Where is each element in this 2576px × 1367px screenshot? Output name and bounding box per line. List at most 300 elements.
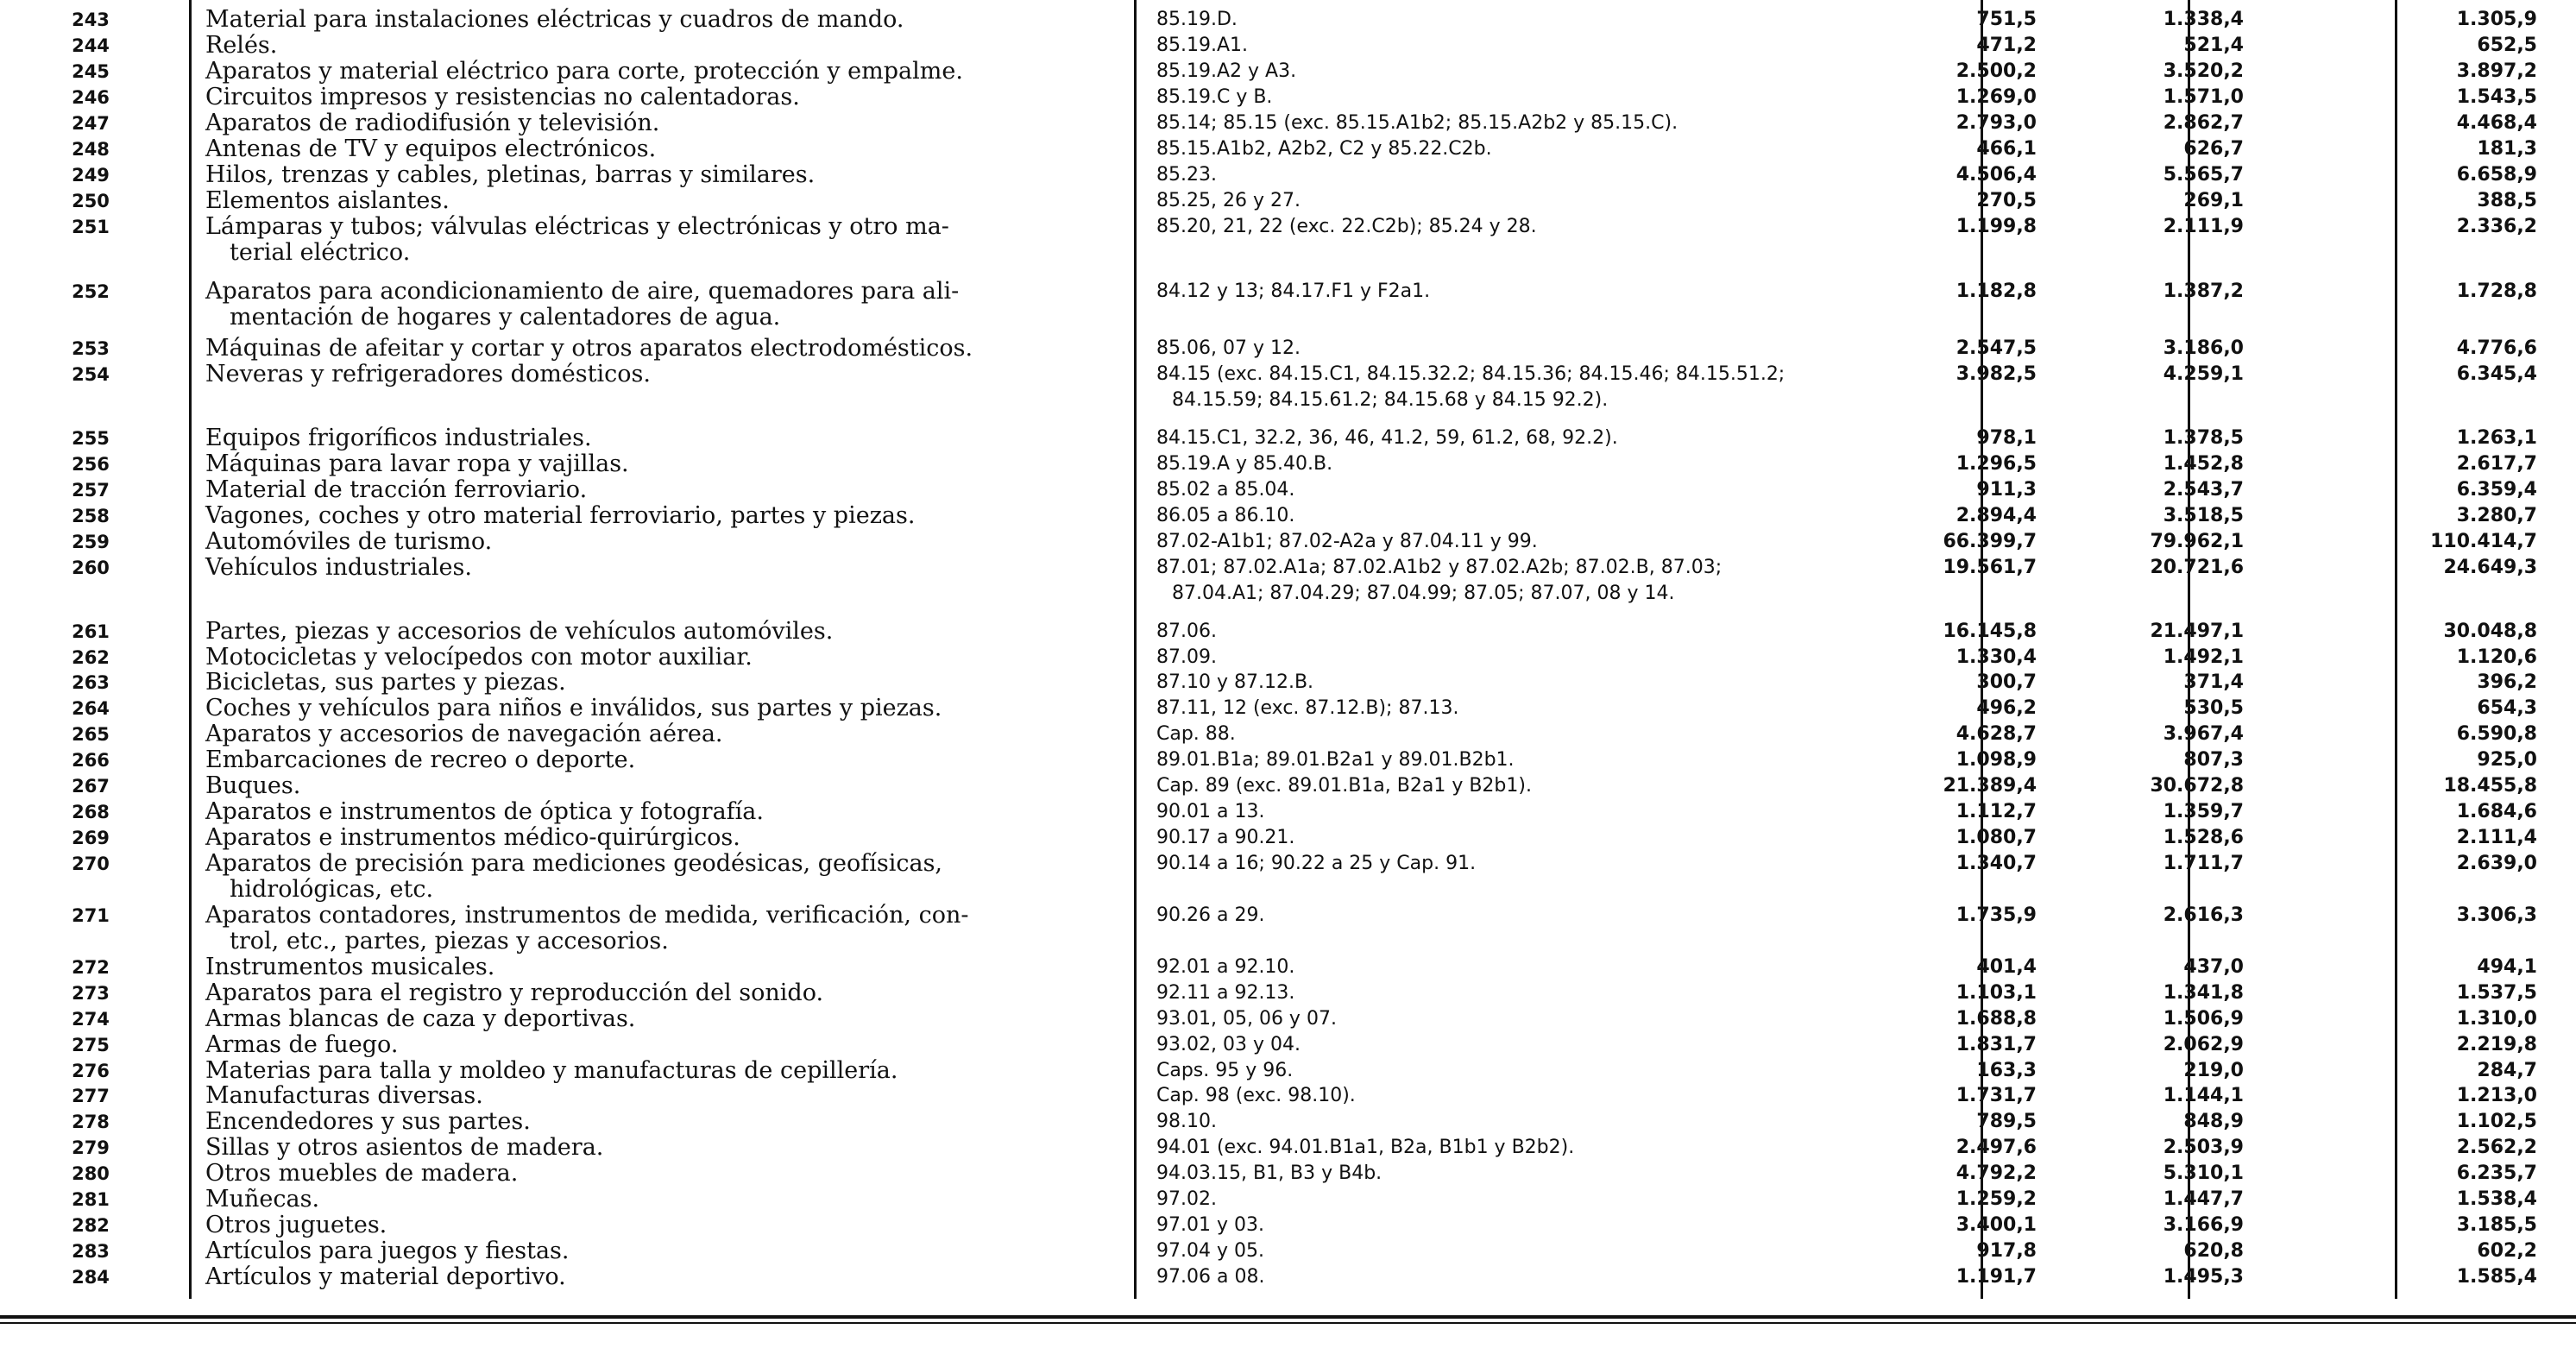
item-description — [205, 799, 1129, 825]
value-v1: 1.098,9 — [1956, 749, 2037, 771]
description-line: Bicicletas, sus partes y piezas. — [205, 669, 566, 696]
description-line: Motocicletas y velocípedos con motor auxiliar. — [205, 644, 753, 671]
item-number: 274 — [72, 1009, 110, 1030]
value-v1: 1.112,7 — [1956, 801, 2037, 822]
codes-line: Cap. 89 (exc. 89.01.B1a, B2a1 y B2b1). — [1156, 775, 1532, 797]
value-v3: 24.649,3 — [2443, 557, 2537, 578]
codes-line: 93.01, 05, 06 y 07. — [1156, 1008, 1337, 1030]
item-number: 284 — [72, 1267, 110, 1288]
value-v1: 2.500,2 — [1956, 60, 2037, 82]
tariff-codes — [1156, 1058, 1959, 1084]
value-v2: 269,1 — [2183, 190, 2244, 211]
codes-line: 97.02. — [1156, 1188, 1217, 1210]
value-v1: 66.399,7 — [1943, 531, 2037, 552]
tariff-codes — [1156, 1032, 1959, 1058]
value-v3: 4.776,6 — [2456, 337, 2537, 359]
value-v3: 6.590,8 — [2456, 723, 2537, 745]
description-line: Armas de fuego. — [205, 1031, 399, 1058]
value-v1: 1.296,5 — [1956, 453, 2037, 475]
item-description — [205, 529, 1129, 555]
item-description — [205, 1161, 1129, 1187]
codes-line: 87.11, 12 (exc. 87.12.B); 87.13. — [1156, 697, 1459, 719]
item-description — [205, 425, 1129, 451]
tariff-codes — [1156, 670, 1959, 696]
value-v3: 1.120,6 — [2456, 646, 2537, 668]
item-description — [205, 721, 1129, 747]
value-v3: 1.684,6 — [2456, 801, 2537, 822]
tariff-codes — [1156, 619, 1959, 645]
codes-line: 90.26 a 29. — [1156, 904, 1265, 926]
description-line: Material de tracción ferroviario. — [205, 476, 588, 503]
codes-line: 87.10 y 87.12.B. — [1156, 671, 1314, 693]
value-v3: 18.455,8 — [2443, 775, 2537, 797]
description-line: Aparatos para acondicionamiento de aire, quemadores para ali- — [205, 278, 960, 305]
tariff-codes — [1156, 773, 1959, 799]
item-number: 255 — [72, 428, 110, 449]
value-v3: 6.235,7 — [2456, 1162, 2537, 1184]
value-v3: 1.310,0 — [2456, 1008, 2537, 1030]
description-line: Otros juguetes. — [205, 1212, 387, 1238]
tariff-codes — [1156, 903, 1959, 929]
value-v3: 388,5 — [2477, 190, 2537, 211]
description-line: Sillas y otros asientos de madera. — [205, 1134, 604, 1161]
description-line: Aparatos y accesorios de navegación aérea. — [205, 721, 723, 747]
item-description — [205, 980, 1129, 1006]
value-v2: 1.341,8 — [2163, 982, 2244, 1004]
item-number: 271 — [72, 905, 110, 926]
value-v1: 163,3 — [1976, 1060, 2037, 1081]
value-v3: 30.048,8 — [2443, 621, 2537, 642]
description-line: Embarcaciones de recreo o deporte. — [205, 746, 636, 773]
value-v1: 4.628,7 — [1956, 723, 2037, 745]
tariff-codes — [1156, 188, 1959, 214]
item-description — [205, 747, 1129, 773]
item-description — [205, 1006, 1129, 1032]
item-description — [205, 451, 1129, 477]
description-line: Relés. — [205, 32, 278, 59]
item-number: 278 — [72, 1112, 110, 1132]
item-number: 245 — [72, 61, 110, 82]
tariff-codes — [1156, 33, 1959, 59]
codes-line: 85.25, 26 y 27. — [1156, 190, 1301, 211]
value-v2: 1.144,1 — [2163, 1085, 2244, 1106]
codes-line: 87.02-A1b1; 87.02-A2a y 87.04.11 y 99. — [1156, 531, 1538, 552]
value-v2: 2.111,9 — [2163, 216, 2244, 237]
value-v3: 3.185,5 — [2456, 1214, 2537, 1236]
value-v1: 16.145,8 — [1943, 621, 2037, 642]
tariff-codes — [1156, 1213, 1959, 1238]
item-number: 263 — [72, 672, 110, 693]
value-v2: 2.062,9 — [2163, 1034, 2244, 1055]
value-v2: 21.497,1 — [2150, 621, 2244, 642]
value-v2: 4.259,1 — [2163, 363, 2244, 385]
value-v3: 2.639,0 — [2456, 853, 2537, 874]
description-line: Material para instalaciones eléctricas y cuadros de mando. — [205, 6, 904, 33]
item-number: 249 — [72, 165, 110, 186]
description-line: Aparatos para el registro y reproducción del sonido. — [205, 980, 824, 1006]
value-v2: 2.543,7 — [2163, 479, 2244, 501]
value-v1: 1.080,7 — [1956, 827, 2037, 848]
value-v2: 1.506,9 — [2163, 1008, 2244, 1030]
codes-line: 89.01.B1a; 89.01.B2a1 y 89.01.B2b1. — [1156, 749, 1515, 771]
description-line: Aparatos contadores, instrumentos de medida, verificación, con- — [205, 902, 969, 929]
tariff-codes — [1156, 214, 1959, 240]
tariff-codes — [1156, 851, 1959, 877]
value-v1: 1.259,2 — [1956, 1188, 2037, 1210]
item-description — [205, 7, 1129, 33]
tariff-codes — [1156, 529, 1959, 555]
description-line: mentación de hogares y calentadores de agua. — [230, 304, 781, 331]
item-number: 268 — [72, 802, 110, 822]
item-number: 280 — [72, 1163, 110, 1184]
item-description — [205, 954, 1129, 980]
value-v3: 494,1 — [2477, 956, 2537, 978]
codes-line: 90.01 a 13. — [1156, 801, 1265, 822]
description-line: Materias para talla y moldeo y manufacturas de cepillería. — [205, 1057, 898, 1084]
codes-line: 97.01 y 03. — [1156, 1214, 1264, 1236]
item-description — [205, 85, 1129, 110]
item-number: 279 — [72, 1137, 110, 1158]
description-line: Aparatos e instrumentos de óptica y fotografía. — [205, 798, 764, 825]
tariff-codes — [1156, 336, 1959, 362]
codes-line: 98.10. — [1156, 1111, 1217, 1132]
description-line: Muñecas. — [205, 1186, 320, 1213]
value-v1: 1.688,8 — [1956, 1008, 2037, 1030]
codes-line: 92.11 a 92.13. — [1156, 982, 1295, 1004]
value-v2: 3.186,0 — [2163, 337, 2244, 359]
tariff-codes — [1156, 1006, 1959, 1032]
item-number: 248 — [72, 139, 110, 160]
item-number: 269 — [72, 828, 110, 848]
item-number: 243 — [72, 9, 110, 30]
value-v1: 917,8 — [1976, 1240, 2037, 1262]
value-v1: 3.400,1 — [1956, 1214, 2037, 1236]
tariff-codes — [1156, 85, 1959, 110]
tariff-codes — [1156, 59, 1959, 85]
codes-line: 90.14 a 16; 90.22 a 25 y Cap. 91. — [1156, 853, 1477, 874]
value-v1: 751,5 — [1976, 9, 2037, 30]
description-line: Neveras y refrigeradores domésticos. — [205, 361, 651, 387]
value-v2: 1.387,2 — [2163, 280, 2244, 302]
value-v2: 521,4 — [2183, 35, 2244, 56]
item-description — [205, 619, 1129, 645]
tariff-codes — [1156, 1187, 1959, 1213]
item-number: 252 — [72, 281, 110, 302]
item-description — [205, 825, 1129, 851]
value-v3: 1.263,1 — [2456, 427, 2537, 449]
value-v2: 1.495,3 — [2163, 1266, 2244, 1288]
codes-line: 85.20, 21, 22 (exc. 22.C2b); 85.24 y 28. — [1156, 216, 1537, 237]
value-v1: 4.792,2 — [1956, 1162, 2037, 1184]
description-line: Aparatos e instrumentos médico-quirúrgicos. — [205, 824, 740, 851]
item-description — [205, 362, 1129, 387]
value-v3: 1.538,4 — [2456, 1188, 2537, 1210]
value-v2: 219,0 — [2183, 1060, 2244, 1081]
codes-line: 85.19.C y B. — [1156, 86, 1273, 108]
item-number: 254 — [72, 364, 110, 385]
value-v2: 1.452,8 — [2163, 453, 2244, 475]
description-line: Aparatos y material eléctrico para corte, protección y empalme. — [205, 58, 963, 85]
value-v2: 3.520,2 — [2163, 60, 2244, 82]
value-v2: 1.338,4 — [2163, 9, 2244, 30]
value-v2: 1.571,0 — [2163, 86, 2244, 108]
item-description — [205, 1187, 1129, 1213]
value-v1: 1.735,9 — [1956, 904, 2037, 926]
value-v1: 1.340,7 — [1956, 853, 2037, 874]
tariff-codes — [1156, 721, 1959, 747]
value-v1: 4.506,4 — [1956, 164, 2037, 186]
codes-line: 85.02 a 85.04. — [1156, 479, 1295, 501]
codes-line: 84.15.C1, 32.2, 36, 46, 41.2, 59, 61.2, 68, 92.2). — [1156, 427, 1618, 449]
value-v2: 2.616,3 — [2163, 904, 2244, 926]
description-line: Circuitos impresos y resistencias no calentadoras. — [205, 84, 800, 110]
value-v3: 2.617,7 — [2456, 453, 2537, 475]
item-description — [205, 188, 1129, 214]
item-number: 277 — [72, 1086, 110, 1106]
codes-line: 85.15.A1b2, A2b2, C2 y 85.22.C2b. — [1156, 138, 1492, 160]
description-line: Equipos frigoríficos industriales. — [205, 425, 592, 451]
description-line: Coches y vehículos para niños e inválidos, sus partes y piezas. — [205, 695, 942, 721]
codes-line: Cap. 98 (exc. 98.10). — [1156, 1085, 1356, 1106]
bottom-rule-thick — [0, 1315, 2576, 1319]
codes-line: 94.03.15, B1, B3 y B4b. — [1156, 1162, 1382, 1184]
value-v2: 1.359,7 — [2163, 801, 2244, 822]
description-line: Automóviles de turismo. — [205, 528, 493, 555]
value-v2: 437,0 — [2183, 956, 2244, 978]
value-v2: 807,3 — [2183, 749, 2244, 771]
description-line: Aparatos de radiodifusión y televisión. — [205, 110, 660, 136]
item-number: 259 — [72, 532, 110, 552]
tariff-codes — [1156, 696, 1959, 721]
codes-line: 85.23. — [1156, 164, 1217, 186]
item-number: 266 — [72, 750, 110, 771]
item-number: 253 — [72, 338, 110, 359]
item-description — [205, 1109, 1129, 1135]
item-number: 247 — [72, 113, 110, 134]
value-v3: 6.345,4 — [2456, 363, 2537, 385]
value-v1: 1.731,7 — [1956, 1085, 2037, 1106]
codes-line: 87.09. — [1156, 646, 1217, 668]
description-line: Antenas de TV y equipos electrónicos. — [205, 135, 657, 162]
item-description — [205, 110, 1129, 136]
value-v1: 1.199,8 — [1956, 216, 2037, 237]
value-v2: 2.503,9 — [2163, 1137, 2244, 1158]
value-v1: 401,4 — [1976, 956, 2037, 978]
description-line: Partes, piezas y accesorios de vehículos automóviles. — [205, 618, 834, 645]
value-v3: 602,2 — [2477, 1240, 2537, 1262]
value-v1: 1.191,7 — [1956, 1266, 2037, 1288]
column-rule-2 — [1134, 0, 1137, 1299]
tariff-codes — [1156, 162, 1959, 188]
tariff-codes — [1156, 503, 1959, 529]
value-v3: 110.414,7 — [2430, 531, 2537, 552]
item-number: 256 — [72, 454, 110, 475]
value-v2: 1.492,1 — [2163, 646, 2244, 668]
item-description — [205, 136, 1129, 162]
description-line: hidrológicas, etc. — [230, 876, 434, 903]
codes-line: 97.04 y 05. — [1156, 1240, 1264, 1262]
value-v3: 652,5 — [2477, 35, 2537, 56]
codes-line: Cap. 88. — [1156, 723, 1236, 745]
value-v2: 1.378,5 — [2163, 427, 2244, 449]
item-number: 267 — [72, 776, 110, 797]
item-description — [205, 214, 1129, 266]
value-v3: 2.336,2 — [2456, 216, 2537, 237]
tariff-codes — [1156, 1083, 1959, 1109]
item-number: 250 — [72, 191, 110, 211]
item-description — [205, 903, 1129, 954]
value-v2: 371,4 — [2183, 671, 2244, 693]
value-v1: 1.831,7 — [1956, 1034, 2037, 1055]
value-v1: 911,3 — [1976, 479, 2037, 501]
value-v1: 471,2 — [1976, 35, 2037, 56]
tariff-codes — [1156, 425, 1959, 451]
value-v1: 789,5 — [1976, 1111, 2037, 1132]
value-v3: 1.543,5 — [2456, 86, 2537, 108]
item-number: 281 — [72, 1189, 110, 1210]
description-line: Buques. — [205, 772, 301, 799]
codes-line: 85.19.A2 y A3. — [1156, 60, 1297, 82]
codes-line: 85.14; 85.15 (exc. 85.15.A1b2; 85.15.A2b2 y 85.15.C). — [1156, 112, 1678, 134]
value-v2: 30.672,8 — [2150, 775, 2244, 797]
item-description — [205, 33, 1129, 59]
tariff-codes — [1156, 1109, 1959, 1135]
value-v3: 2.562,2 — [2456, 1137, 2537, 1158]
item-number: 246 — [72, 87, 110, 108]
value-v1: 2.894,4 — [1956, 505, 2037, 526]
item-description — [205, 503, 1129, 529]
value-v3: 1.585,4 — [2456, 1266, 2537, 1288]
codes-line: 87.04.A1; 87.04.29; 87.04.99; 87.05; 87.07, 08 y 14. — [1172, 583, 1675, 604]
value-v2: 1.711,7 — [2163, 853, 2244, 874]
item-description — [205, 1238, 1129, 1264]
item-number: 272 — [72, 957, 110, 978]
description-line: Artículos y material deportivo. — [205, 1263, 566, 1290]
value-v1: 2.547,5 — [1956, 337, 2037, 359]
value-v3: 181,3 — [2477, 138, 2537, 160]
codes-line: 92.01 a 92.10. — [1156, 956, 1295, 978]
codes-line: 85.19.D. — [1156, 9, 1238, 30]
codes-line: 87.06. — [1156, 621, 1217, 642]
value-v1: 270,5 — [1976, 190, 2037, 211]
value-v3: 6.658,9 — [2456, 164, 2537, 186]
value-v2: 3.967,4 — [2163, 723, 2244, 745]
value-v3: 1.305,9 — [2456, 9, 2537, 30]
value-v3: 1.537,5 — [2456, 982, 2537, 1004]
description-line: terial eléctrico. — [230, 239, 411, 266]
item-description — [205, 555, 1129, 581]
value-v3: 3.306,3 — [2456, 904, 2537, 926]
description-line: trol, etc., partes, piezas y accesorios. — [230, 928, 669, 954]
value-v3: 2.111,4 — [2456, 827, 2537, 848]
codes-line: 85.06, 07 y 12. — [1156, 337, 1301, 359]
tariff-codes — [1156, 110, 1959, 136]
value-v2: 620,8 — [2183, 1240, 2244, 1262]
value-v3: 3.897,2 — [2456, 60, 2537, 82]
value-v1: 466,1 — [1976, 138, 2037, 160]
codes-line: 97.06 a 08. — [1156, 1266, 1265, 1288]
tariff-codes — [1156, 747, 1959, 773]
item-number: 262 — [72, 647, 110, 668]
value-v3: 6.359,4 — [2456, 479, 2537, 501]
value-v2: 848,9 — [2183, 1111, 2244, 1132]
value-v2: 2.862,7 — [2163, 112, 2244, 134]
value-v1: 496,2 — [1976, 697, 2037, 719]
item-number: 283 — [72, 1241, 110, 1262]
value-v2: 5.565,7 — [2163, 164, 2244, 186]
item-description — [205, 1213, 1129, 1238]
value-v2: 1.528,6 — [2163, 827, 2244, 848]
description-line: Manufacturas diversas. — [205, 1082, 483, 1109]
description-line: Vagones, coches y otro material ferroviario, partes y piezas. — [205, 502, 916, 529]
description-line: Máquinas para lavar ropa y vajillas. — [205, 450, 629, 477]
item-number: 265 — [72, 724, 110, 745]
value-v3: 284,7 — [2477, 1060, 2537, 1081]
item-number: 282 — [72, 1215, 110, 1236]
codes-line: 94.01 (exc. 94.01.B1a1, B2a, B1b1 y B2b2). — [1156, 1137, 1575, 1158]
tariff-codes — [1156, 555, 1959, 607]
item-number: 251 — [72, 217, 110, 237]
item-description — [205, 851, 1129, 903]
value-v2: 20.721,6 — [2150, 557, 2244, 578]
item-description — [205, 1135, 1129, 1161]
tariff-codes — [1156, 1135, 1959, 1161]
item-number: 260 — [72, 558, 110, 578]
tariff-codes — [1156, 477, 1959, 503]
tariff-codes — [1156, 1238, 1959, 1264]
value-v2: 3.166,9 — [2163, 1214, 2244, 1236]
tariff-codes — [1156, 980, 1959, 1006]
value-v3: 1.102,5 — [2456, 1111, 2537, 1132]
description-line: Artículos para juegos y fiestas. — [205, 1238, 570, 1264]
description-line: Encendedores y sus partes. — [205, 1108, 531, 1135]
value-v3: 1.728,8 — [2456, 280, 2537, 302]
item-description — [205, 670, 1129, 696]
value-v1: 1.269,0 — [1956, 86, 2037, 108]
tariff-codes — [1156, 279, 1959, 305]
item-description — [205, 279, 1129, 331]
value-v1: 300,7 — [1976, 671, 2037, 693]
value-v3: 1.213,0 — [2456, 1085, 2537, 1106]
tariff-codes — [1156, 362, 1959, 413]
item-number: 275 — [72, 1035, 110, 1055]
item-description — [205, 645, 1129, 671]
description-line: Hilos, trenzas y cables, pletinas, barras y similares. — [205, 161, 816, 188]
description-line: Máquinas de afeitar y cortar y otros aparatos electrodomésticos. — [205, 335, 973, 362]
value-v1: 1.103,1 — [1956, 982, 2037, 1004]
value-v3: 925,0 — [2477, 749, 2537, 771]
value-v2: 1.447,7 — [2163, 1188, 2244, 1210]
value-v2: 79.962,1 — [2150, 531, 2244, 552]
item-number: 270 — [72, 854, 110, 874]
item-description — [205, 162, 1129, 188]
codes-line: 84.15 (exc. 84.15.C1, 84.15.32.2; 84.15.36; 84.15.46; 84.15.51.2; — [1156, 363, 1786, 385]
item-description — [205, 477, 1129, 503]
value-v1: 21.389,4 — [1943, 775, 2037, 797]
value-v3: 4.468,4 — [2456, 112, 2537, 134]
value-v3: 2.219,8 — [2456, 1034, 2537, 1055]
tariff-codes — [1156, 799, 1959, 825]
item-number: 244 — [72, 35, 110, 56]
item-description — [205, 1264, 1129, 1290]
tariff-codes — [1156, 136, 1959, 162]
codes-line: 87.01; 87.02.A1a; 87.02.A1b2 y 87.02.A2b; 87.02.B, 87.03; — [1156, 557, 1723, 578]
tariff-codes — [1156, 1264, 1959, 1290]
value-v1: 1.330,4 — [1956, 646, 2037, 668]
item-number: 276 — [72, 1061, 110, 1081]
tariff-codes — [1156, 451, 1959, 477]
value-v3: 3.280,7 — [2456, 505, 2537, 526]
